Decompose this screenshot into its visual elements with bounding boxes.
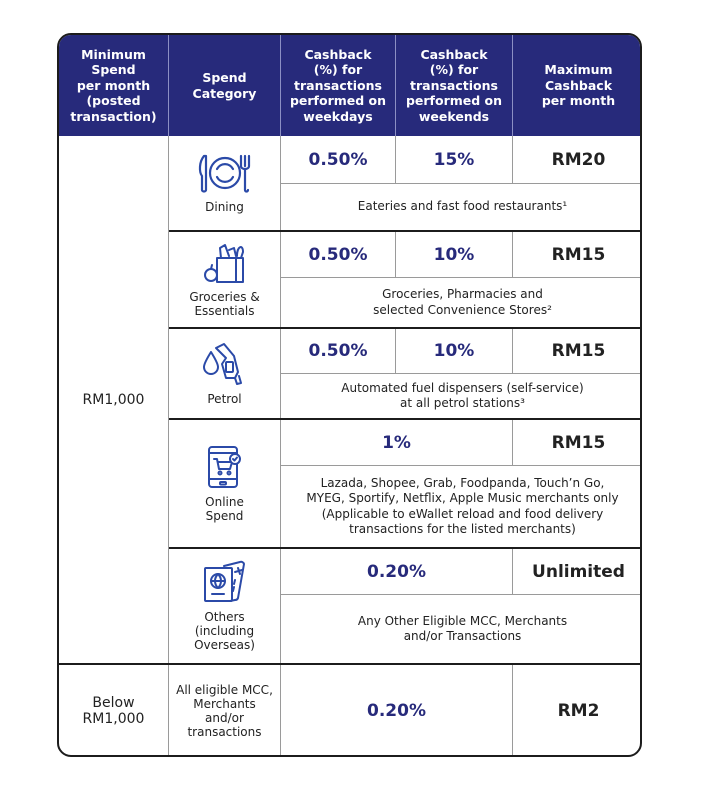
max-cashback: RM15: [551, 244, 606, 265]
weekend-rate: 15%: [433, 149, 475, 170]
tier1-min-spend: [59, 136, 168, 663]
category-description: Any Other Eligible MCC, Merchants and/or Transactions: [357, 613, 568, 643]
header-weekend: [396, 35, 513, 136]
header-max-cashback: [513, 35, 642, 136]
category-label: Others (including Overseas): [194, 610, 255, 652]
tier2-max-cashback: RM2: [557, 701, 600, 721]
category-online-spend: [169, 420, 280, 547]
category-groceries: [169, 232, 280, 327]
header-min-spend-label: Minimum Spend per month (posted transaction): [70, 46, 157, 124]
cashback-table: [57, 33, 642, 757]
category-label: Groceries & Essentials: [189, 289, 260, 318]
category-petrol: [169, 329, 280, 418]
max-cashback: RM15: [551, 341, 606, 361]
tier2-cashback-rate: 0.20%: [367, 701, 426, 721]
cashback-rate: 0.20%: [367, 561, 426, 582]
dining-icon: [198, 152, 252, 194]
max-cashback: RM15: [551, 432, 606, 453]
max-cashback: Unlimited: [532, 561, 625, 582]
weekday-rate: 0.50%: [308, 341, 368, 361]
header-min-spend: [59, 35, 169, 136]
category-description: Eateries and fast food restaurants¹: [357, 199, 568, 214]
weekend-rate: 10%: [433, 341, 475, 361]
weekday-rate: 0.50%: [308, 149, 368, 170]
passport-ticket-icon: [202, 560, 248, 604]
tier2-category: All eligible MCC, Merchants and/or transactions: [176, 683, 273, 739]
header-category-label: Spend Category: [192, 70, 257, 101]
weekday-rate: 0.50%: [308, 244, 368, 265]
header-weekday: [281, 35, 396, 136]
tier1-min-spend-value: RM1,000: [82, 391, 145, 408]
cashback-rate: 1%: [382, 432, 411, 453]
mobile-shopping-cart-icon: [207, 445, 243, 489]
header-max-cashback-label: Maximum Cashback per month: [541, 62, 616, 109]
header-weekend-label: Cashback (%) for transactions performed on weekends: [405, 46, 503, 124]
header-weekday-label: Cashback (%) for transactions performed on weekdays: [289, 46, 387, 124]
category-dining: [169, 136, 280, 230]
tier2-min-spend: Below RM1,000: [82, 695, 145, 727]
fuel-pump-icon: [202, 342, 248, 386]
category-others: [169, 549, 280, 663]
header-category: [169, 35, 281, 136]
category-label: Petrol: [207, 391, 242, 406]
max-cashback: RM20: [551, 149, 606, 170]
category-description: Automated fuel dispensers (self-service) at all petrol stations³: [341, 380, 584, 410]
category-label: Dining: [205, 200, 244, 214]
category-description: Lazada, Shopee, Grab, Foodpanda, Touch’n Go, MYEG, Sportify, Netflix, Apple Music merchants only (Applicable to eWallet reload and food delivery transactions for the listed merchants): [306, 475, 619, 536]
category-description: Groceries, Pharmacies and selected Convenience Stores²: [373, 287, 552, 317]
category-label: Online Spend: [205, 494, 244, 523]
groceries-bag-icon: [203, 242, 247, 284]
weekend-rate: 10%: [433, 244, 475, 265]
